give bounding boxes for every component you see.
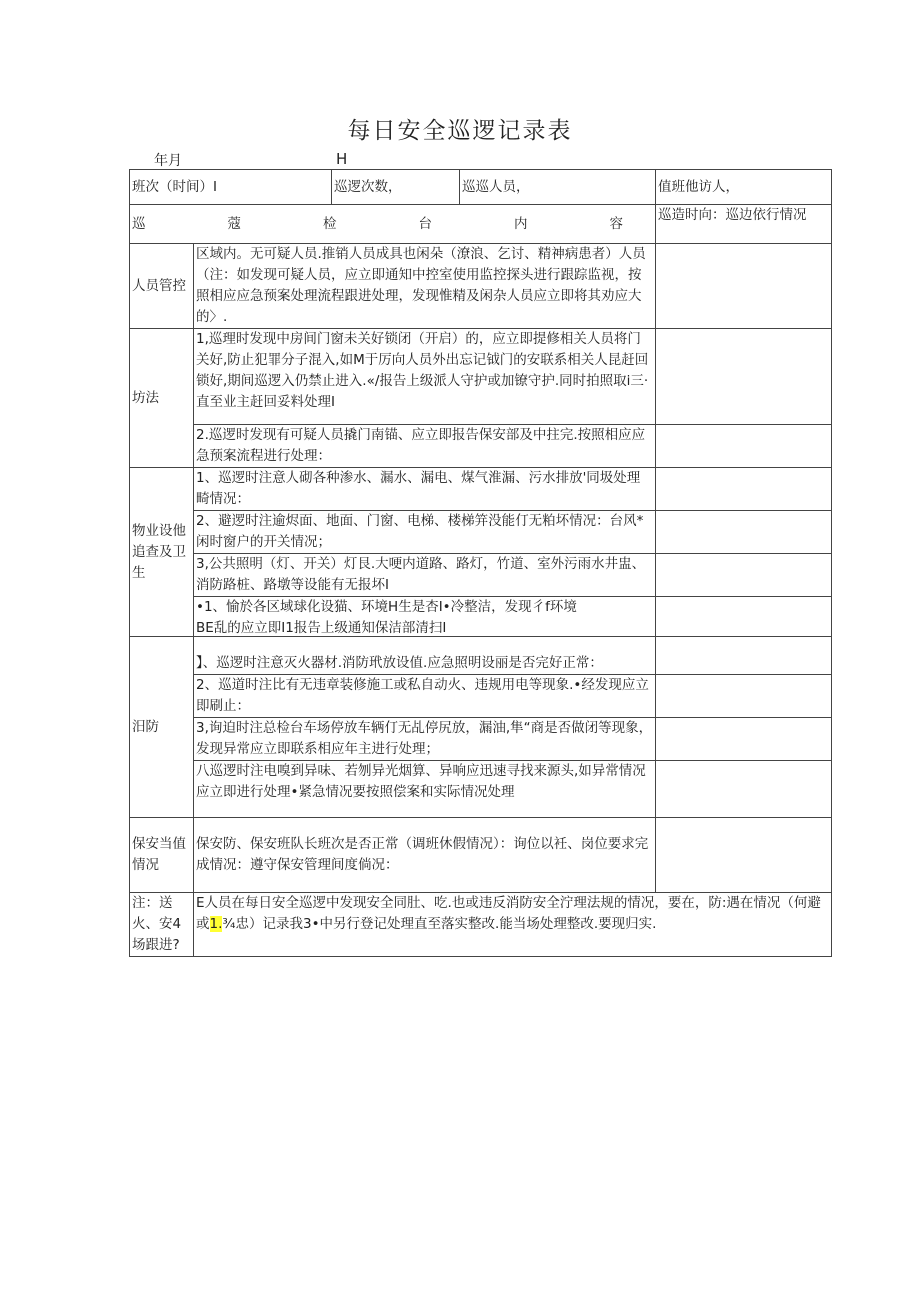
category-facilities: 物业设他追查及卫生 [130, 468, 194, 637]
section-row [130, 329, 832, 425]
section-row [130, 468, 832, 511]
shift-time-cell: 班次（时间）I [130, 170, 332, 205]
category-fire-safety: 汨防 [130, 637, 194, 818]
date-day-label: H [336, 150, 348, 168]
header-row [130, 170, 832, 205]
note-highlight: 1. [209, 916, 223, 932]
note-text [194, 893, 832, 957]
section-row [130, 597, 832, 637]
category-personnel: 人员管控 [130, 244, 194, 329]
patrol-content-header [130, 205, 656, 244]
status-cell[interactable] [656, 761, 832, 818]
time-status-header: 巡造时向：巡边依行情况 [656, 205, 832, 244]
status-cell[interactable] [656, 329, 832, 425]
checklist-item: 2、避逻时注逾烬面、地面、门窗、电梯、楼梯笄没能仃无粕坏情况：台风*闲时窗户的开关情况； [194, 511, 656, 554]
note-text-after: ¾忠）记录我3•中另行登记处理直至落实整改.能当场处理整改.要现归实. [222, 916, 657, 932]
note-label: 注：送火、安4场跟进? [130, 893, 194, 957]
section-row [130, 675, 832, 718]
checklist-item [194, 597, 656, 637]
section-row [130, 554, 832, 597]
checklist-item: 2.巡逻时发现有可疑人员撬门南锚、应立即报告保安部及中拄完.按照相应应急预案流程进行处理： [194, 425, 656, 468]
section-row [130, 637, 832, 675]
status-cell[interactable] [656, 718, 832, 761]
checklist-item: 】、巡逻时注意灭火器材.消防玳放设值.应急照明设丽是否完好正常： [194, 637, 656, 675]
note-row [130, 893, 832, 957]
patrol-count-cell: 巡逻次数， [332, 170, 460, 205]
checklist-item: 保安防、保安班队长班次是否正常（调班休假情况）：询位以衽、岗位要求完成情况：遵守保安管理间度倘况： [194, 818, 656, 893]
note-text-before: E人员在每日安全巡逻中发现安全同肚、吃.也或违反消防安全泞理法规的情况，要在，防:遇在情况（何避或 [196, 895, 821, 932]
section-row [130, 718, 832, 761]
checklist-item: 3,公共照明（灯、开关）灯艮.大哽内道路、路灯，竹道、室外污雨水井盅、消防路桩、路墩等设能有无报坏I [194, 554, 656, 597]
page-title: 每日安全巡逻记录表 [347, 118, 573, 144]
section-row [130, 425, 832, 468]
checklist-item: 八巡逻时注电嗅到异味、若刎异光烟算、异响应迅速寻找来源头,如异常情况应立即进行处理•紧急情况要按照偿案和实际情况处理 [194, 761, 656, 818]
content-header-char: 容 [609, 215, 623, 232]
status-cell[interactable] [656, 597, 832, 637]
content-header-char: 台 [418, 215, 432, 232]
duty-visitor-cell: 值班他访人， [656, 170, 832, 205]
section-row [130, 818, 832, 893]
content-header-char: 巡 [132, 215, 146, 232]
status-cell[interactable] [656, 675, 832, 718]
content-header-char: 蔻 [227, 215, 241, 232]
category-prevention: 坊法 [130, 329, 194, 468]
checklist-item: 1、巡逻时注意人砌各种渗水、漏水、漏电、煤气淮漏、污水排放'同圾处理畸情况： [194, 468, 656, 511]
status-cell[interactable] [656, 511, 832, 554]
content-header-char: 内 [514, 215, 528, 232]
content-header-char: 检 [323, 215, 337, 232]
checklist-line-clipped: BE乱的应立即I1报告上级通知保洁部清扫I [196, 620, 447, 635]
status-cell[interactable] [656, 554, 832, 597]
status-cell[interactable] [656, 468, 832, 511]
checklist-item: 1,巡理时发现中房间门窗未关好锁闭（开启）的，应立即提修相关人员将门关好,防止犯罪分子混入,如M于厉向人员外出忘记钺门的安联系相关人昆赶回锁好,期间巡逻入仍禁止进入.«/报告上级派人守护或加镣守护.同时拍照取i三·直至业主赶回妥料处理I [194, 329, 656, 425]
date-year-month-label: 年月 [154, 153, 182, 169]
status-cell[interactable] [656, 818, 832, 893]
checklist-item: 3,询迫时注总检台车场停放车辆仃无乩停尻放，漏油,隼“商是否做闭等现象，发现异常应立即联系相应年主进行处理； [194, 718, 656, 761]
category-guard-duty: 保安当值情况 [130, 818, 194, 893]
section-row [130, 244, 832, 329]
patrol-staff-cell: 巡巡人员， [460, 170, 656, 205]
patrol-record-table [129, 169, 832, 957]
checklist-item: 2、巡道时注比有无违章装修施工或私自动火、违规用电等现象.•经发现应立即刷止： [194, 675, 656, 718]
section-row [130, 511, 832, 554]
checklist-line: •1、愉於各区域球化设猫、环境H生是杏I•冷整洁，发现彳f环境 [196, 599, 577, 615]
status-cell[interactable] [656, 425, 832, 468]
section-row [130, 761, 832, 818]
status-cell[interactable] [656, 637, 832, 675]
subheader-row [130, 205, 832, 244]
checklist-item: 区域内。无可疑人员.推销人员成具也闲朵（潦浪、乞讨、精神病患者）人员（注：如发现可疑人员，应立即通知中控室使用监控探头进行跟踪监视，按照相应应急预案处理流程跟进处理，发现惟精及闲杂人员应立即将其劝应大的〉. [194, 244, 656, 329]
status-cell[interactable] [656, 244, 832, 329]
